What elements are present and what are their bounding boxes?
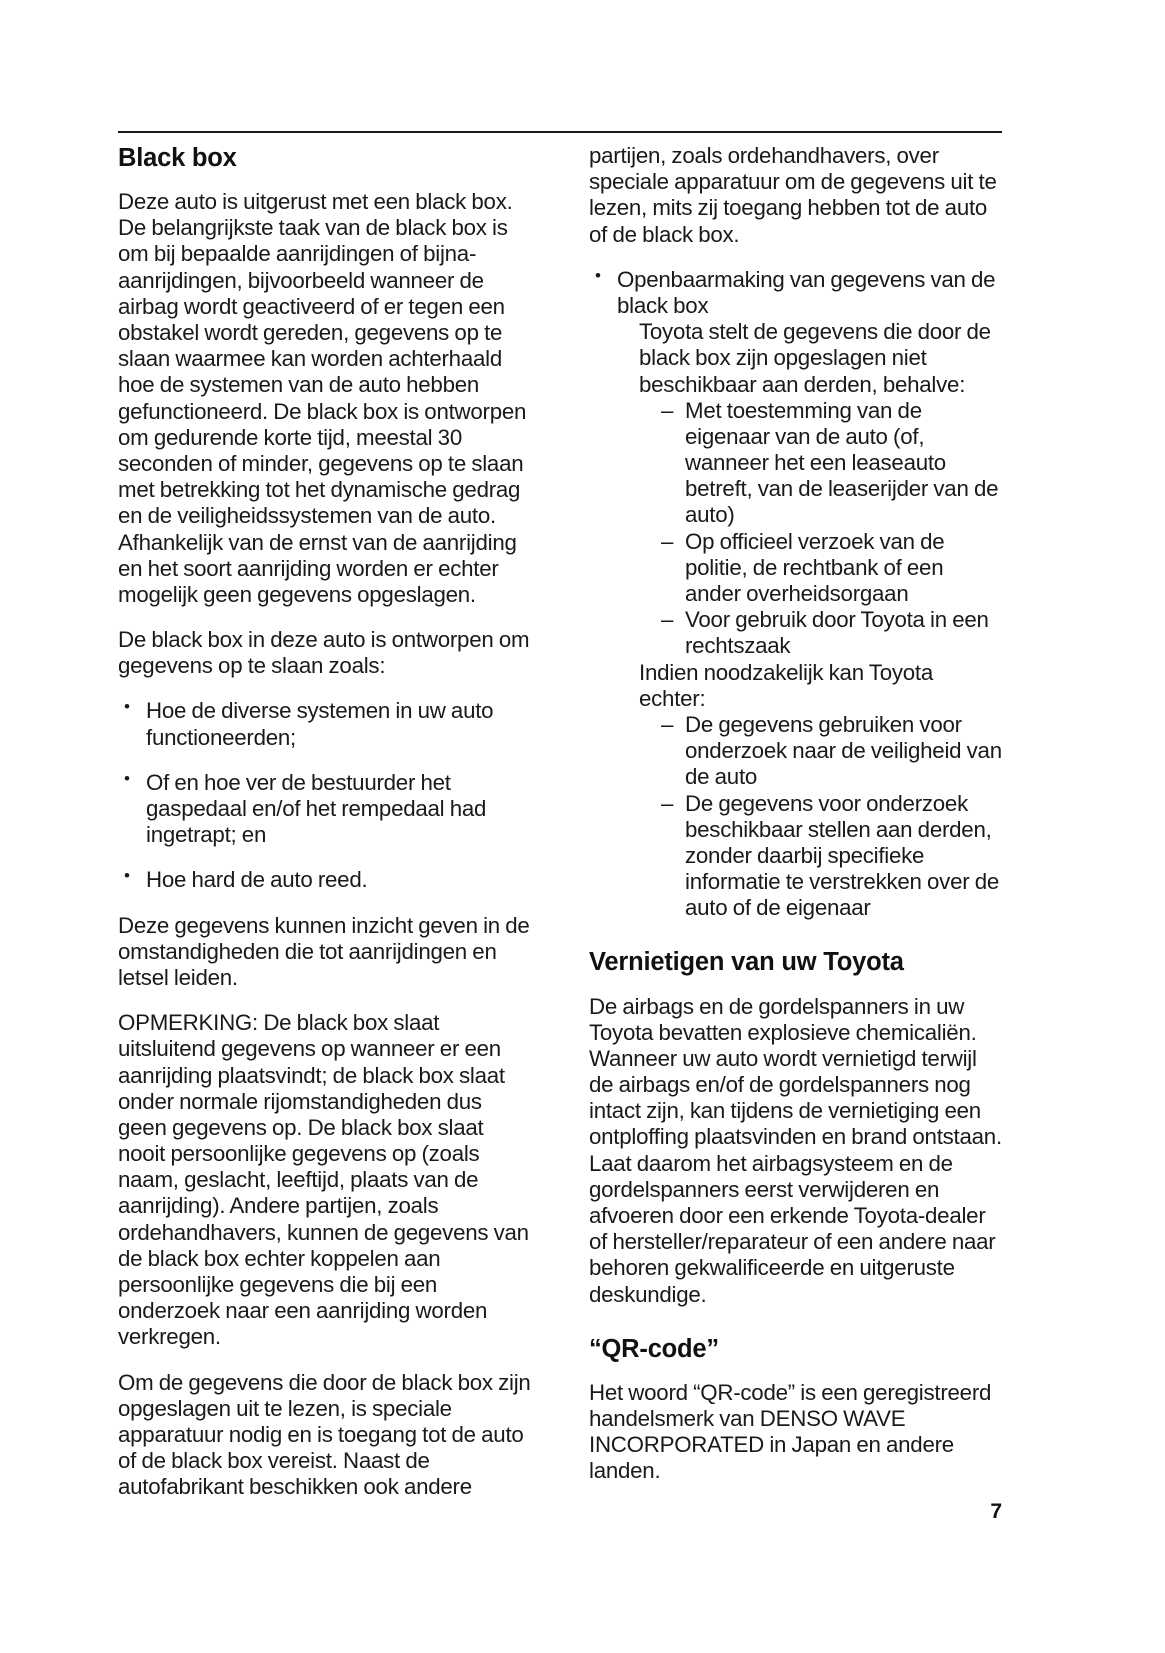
heading-vernietigen: Vernietigen van uw Toyota bbox=[589, 948, 904, 977]
paragraph-designed-to-store: De black box in deze auto is ontworpen om gegevens op te slaan zoals: bbox=[118, 627, 530, 679]
page-title: Black box bbox=[118, 144, 237, 172]
list-item: – De gegevens gebruiken voor onderzoek naar de veiligheid van de auto bbox=[661, 712, 1002, 791]
header-rule bbox=[118, 131, 1002, 133]
list-item: – Met toestemming van de eigenaar van de auto (of, wanneer het een leaseauto betreft, van de leaserijder van de auto) bbox=[661, 398, 1002, 529]
paragraph-insight: Deze gegevens kunnen inzicht geven in de omstandigheden die tot aanrijdingen en letsel leiden. bbox=[118, 912, 530, 990]
list-item: – Voor gebruik door Toyota in een rechtszaak bbox=[661, 607, 1002, 659]
stored-data-list bbox=[118, 698, 531, 893]
list-item: – De gegevens voor onderzoek beschikbaar stellen aan derden, zonder daarbij specifieke informatie te verstrekken over de auto of de eigenaar bbox=[661, 791, 1002, 922]
right-column bbox=[589, 143, 1002, 1520]
list-item bbox=[589, 267, 1002, 922]
disclosure-intro-text: Toyota stelt de gegevens die door de black box zijn opgeslagen niet beschikbaar aan derden, behalve: bbox=[639, 319, 991, 397]
paragraph-note: OPMERKING: De black box slaat uitsluitend gegevens op wanneer er een aanrijding plaatsvindt; de black box slaat onder normale rijomstandigheden dus geen gegevens op. De black box slaat nooit persoonlijke gegevens op (zoals naam, geslacht, leeftijd, plaats van de aanrijding). Andere partijen, zoals ordehandhavers, kunnen de gegevens van de black box echter koppelen aan persoonlijke gegevens die bij een onderzoek naar een aanrijding worden verkregen. bbox=[118, 1010, 529, 1350]
left-column bbox=[118, 143, 531, 1520]
necessary-intro-text: Indien noodzakelijk kan Toyota echter: bbox=[639, 659, 933, 711]
necessary-uses-list bbox=[661, 712, 1002, 922]
disclosure-exceptions-list bbox=[661, 398, 1002, 660]
paragraph-blackbox-intro: Deze auto is uitgerust met een black box. De belangrijkste taak van de black box is om bij bepaalde aanrijdingen of bijna-aanrijdingen, bijvoorbeeld wanneer de airbag wordt geactiveerd of er tegen een obstakel wordt gereden, gegevens op te slaan waarmee kan worden achterhaald hoe de systemen van de auto hebben gefunctioneerd. De black box is ontworpen om gedurende korte tijd, meestal 30 seconden of minder, gegevens op te slaan met betrekking tot het dynamische gedrag en de veiligheidssystemen van de auto. Afhankelijk van de ernst van de aanrijding en het soort aanrijding worden er echter mogelijk geen gegevens opgeslagen. bbox=[118, 189, 527, 607]
two-column-body bbox=[118, 143, 1002, 1520]
list-item: – Op officieel verzoek van de politie, de rechtbank of een ander overheidsorgaan bbox=[661, 529, 1002, 608]
paragraph-readout-equipment: Om de gegevens die door de black box zijn opgeslagen uit te lezen, is speciale apparatuur nodig en is toegang tot de auto of de black box vereist. Naast de autofabrikant beschikken ook andere bbox=[118, 1369, 531, 1500]
paragraph-destroy: De airbags en de gordelspanners in uw Toyota bevatten explosieve chemicaliën. Wanneer uw auto wordt vernietigd terwijl de airbags en/of de gordelspanners nog intact zijn, kan tijdens de vernietiging een ontploffing plaatsvinden en brand ontstaan. Laat daarom het airbagsysteem en de gordelspanners eerst verwijderen en afvoeren door een erkende Toyota-dealer of hersteller/reparateur of een andere naar behoren gekwalificeerde en uitgeruste deskundige. bbox=[589, 993, 1002, 1307]
heading-qr-code: “QR-code” bbox=[589, 1334, 719, 1363]
disclosure-block bbox=[639, 319, 1002, 921]
disclosure-list bbox=[589, 267, 1002, 922]
list-item: • Hoe de diverse systemen in uw auto functioneerden; bbox=[118, 698, 531, 750]
page-number: 7 bbox=[990, 1500, 1002, 1523]
paragraph-readout-equipment-continued: partijen, zoals ordehandhavers, over speciale apparatuur om de gegevens uit te lezen, mits zij toegang hebben tot de auto of de black box. bbox=[589, 143, 997, 247]
paragraph-qr-trademark: Het woord “QR-code” is een geregistreerd handelsmerk van DENSO WAVE INCORPORATED in Japan en andere landen. bbox=[589, 1379, 992, 1484]
list-item: • Hoe hard de auto reed. bbox=[118, 867, 531, 893]
list-item: • Of en hoe ver de bestuurder het gaspedaal en/of het rempedaal had ingetrapt; en bbox=[118, 770, 531, 849]
list-item-label: Openbaarmaking van gegevens van de black box bbox=[617, 266, 996, 318]
